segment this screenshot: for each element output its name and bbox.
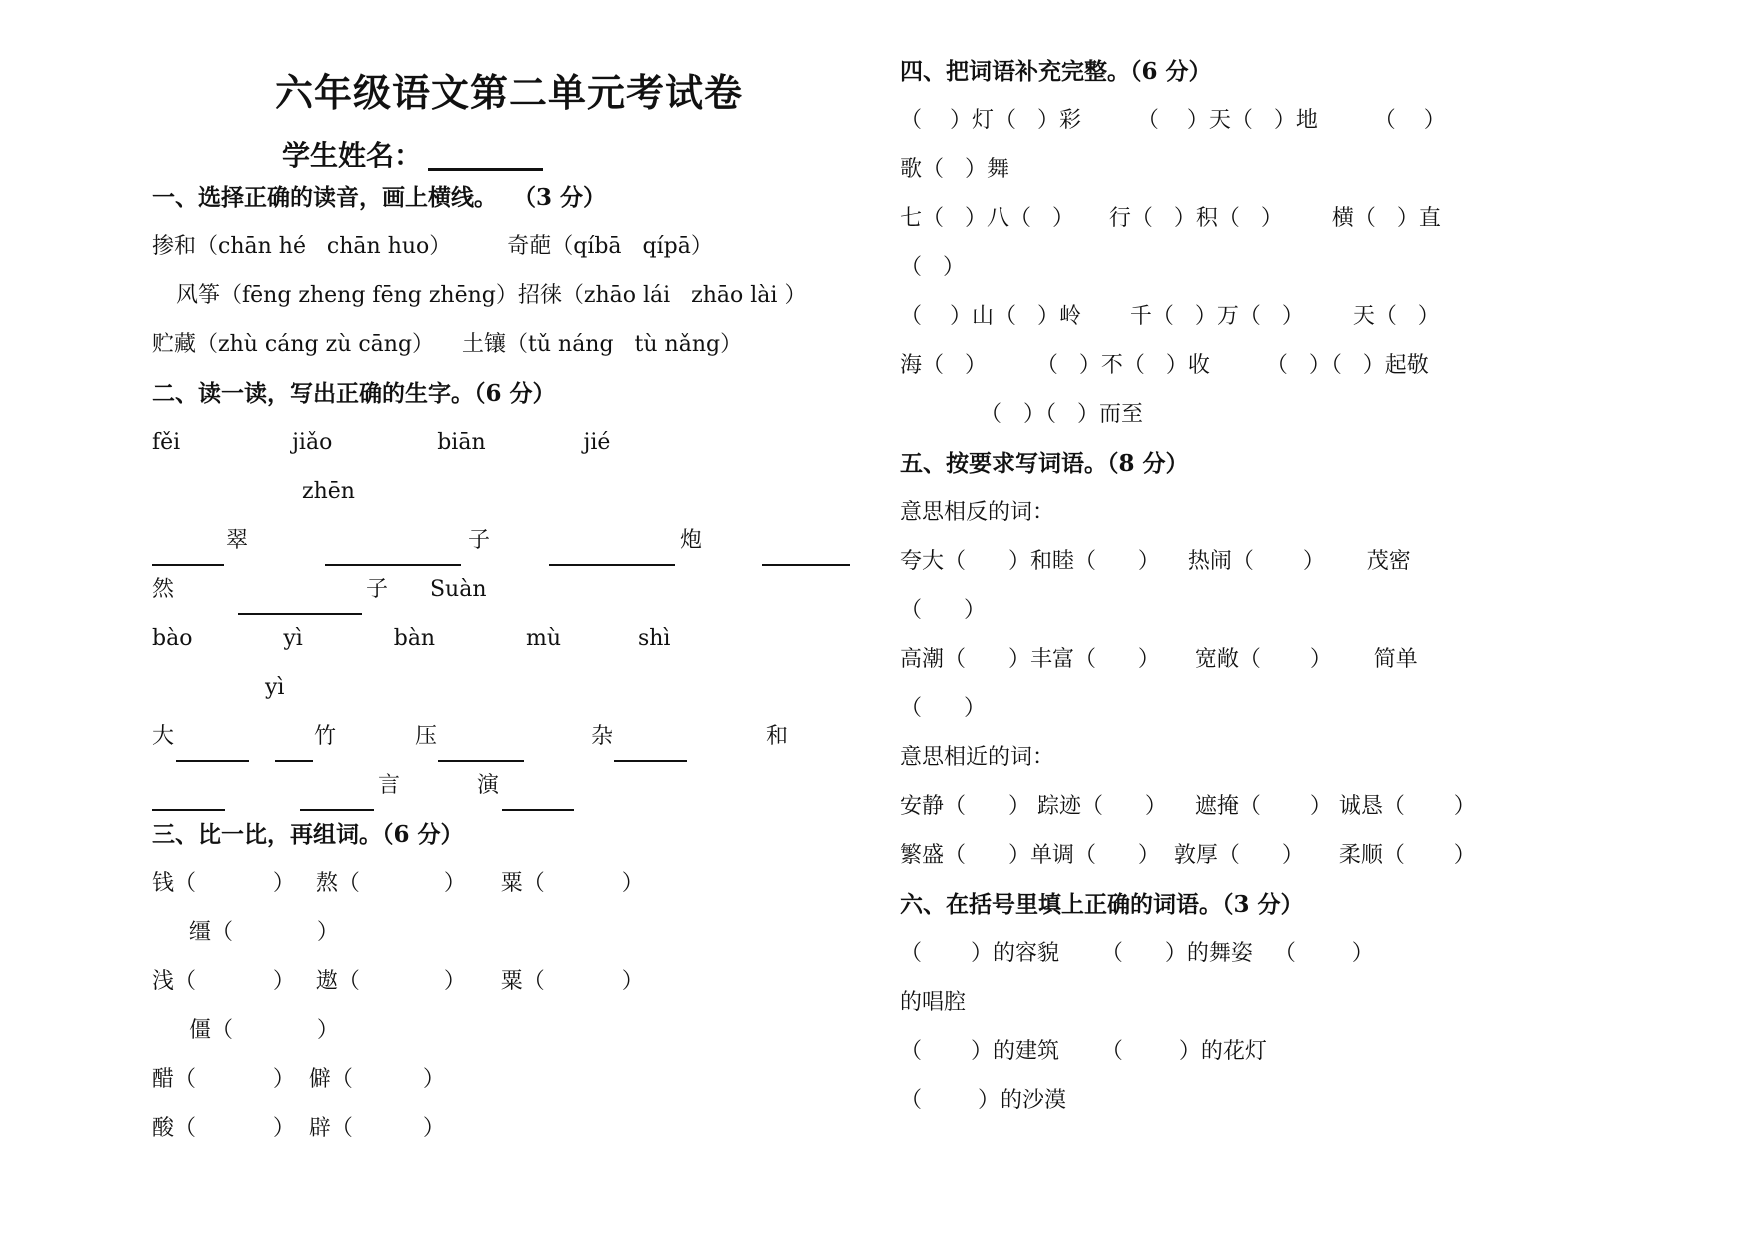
- answer-blank[interactable]: [275, 760, 313, 762]
- page-title: 六年级语文第二单元考试卷: [275, 70, 744, 115]
- question-line: （ ）: [900, 255, 965, 280]
- section-heading: 六、在括号里填上正确的词语。（3 分）: [900, 891, 1304, 918]
- answer-blank[interactable]: [152, 809, 225, 811]
- question-line: 缰（ ）: [189, 920, 339, 945]
- section-heading: 四、把词语补充完整。（6 分）: [900, 58, 1212, 85]
- answer-blank[interactable]: [614, 760, 687, 762]
- question-line: （ ）的容貌 （ ）的舞姿 （ ）: [900, 941, 1374, 966]
- question-line: 的唱腔: [900, 990, 967, 1015]
- answer-blank[interactable]: [325, 564, 461, 566]
- student-name-blank[interactable]: [428, 140, 543, 171]
- question-line: 炮: [680, 528, 703, 553]
- question-line: 钱（ ） 熬（ ） 粟（ ）: [152, 871, 644, 896]
- answer-blank[interactable]: [238, 613, 362, 615]
- question-line: 压: [415, 724, 438, 749]
- question-line: fěi jiǎo biān jié: [152, 430, 611, 455]
- question-line: 贮藏（zhù cáng zù cāng） 土镶（tǔ náng tù nǎng）: [152, 332, 743, 357]
- question-line: （ ）: [900, 696, 986, 721]
- question-line: 子 Suàn: [366, 577, 487, 602]
- question-line: （ ）（ ）而至: [980, 402, 1143, 427]
- question-line: 七（ ）八（ ） 行（ ）积（ ） 横（ ）直: [900, 206, 1441, 231]
- question-line: 浅（ ） 遨（ ） 粟（ ）: [152, 969, 644, 994]
- answer-blank[interactable]: [502, 809, 574, 811]
- question-line: 繁盛（ ）单调（ ） 敦厚（ ） 柔顺（ ）: [900, 843, 1476, 868]
- section-heading: 三、比一比，再组词。（6 分）: [152, 821, 464, 848]
- question-line: 高潮（ ）丰富（ ） 宽敞（ ） 简单: [900, 647, 1418, 672]
- question-line: yì: [265, 675, 285, 700]
- answer-blank[interactable]: [300, 809, 374, 811]
- question-line: 然: [152, 577, 175, 602]
- answer-blank[interactable]: [549, 564, 675, 566]
- section-heading: 五、按要求写词语。（8 分）: [900, 450, 1189, 477]
- question-line: 演: [477, 773, 500, 798]
- question-line: 醋（ ） 僻（ ）: [152, 1067, 445, 1092]
- question-line: 歌（ ）舞: [900, 157, 1009, 182]
- question-line: 意思相近的词：: [900, 745, 1055, 770]
- question-line: （ ）灯（ ）彩 （ ）天（ ）地 （ ）: [900, 108, 1446, 133]
- student-name-line: [282, 134, 543, 174]
- question-line: （ ）的建筑 （ ）的花灯: [900, 1039, 1267, 1064]
- question-line: 掺和（chān hé chān huo） 奇葩（qíbā qípā）: [152, 234, 713, 259]
- question-line: 酸（ ） 辟（ ）: [152, 1116, 445, 1141]
- question-line: 杂: [591, 724, 614, 749]
- answer-blank[interactable]: [438, 760, 524, 762]
- question-line: 意思相反的词：: [900, 500, 1055, 525]
- question-line: zhēn: [302, 479, 355, 504]
- question-line: 和: [766, 724, 789, 749]
- question-line: 夸大（ ）和睦（ ） 热闹（ ） 茂密: [900, 549, 1411, 574]
- question-line: 海（ ） （ ）不（ ）收 （ ）（ ）起敬: [900, 353, 1429, 378]
- answer-blank[interactable]: [176, 760, 249, 762]
- section-heading: 一、选择正确的读音，画上横线。 （3 分）: [152, 184, 607, 211]
- question-line: 竹: [314, 724, 337, 749]
- student-name-label: 学生姓名：: [282, 139, 423, 172]
- question-line: 言: [378, 773, 401, 798]
- question-line: （ ）山（ ）岭 千（ ）万（ ） 天（ ）: [900, 304, 1440, 329]
- question-line: 子: [468, 528, 491, 553]
- question-line: 僵（ ）: [189, 1018, 339, 1043]
- question-line: （ ）的沙漠: [900, 1088, 1066, 1113]
- question-line: 翠: [226, 528, 249, 553]
- question-line: 安静（ ） 踪迹（ ） 遮掩（ ） 诚恳（ ）: [900, 794, 1476, 819]
- answer-blank[interactable]: [762, 564, 850, 566]
- question-line: bào yì bàn mù shì: [152, 626, 671, 651]
- question-line: 大: [152, 724, 175, 749]
- question-line: （ ）: [900, 598, 986, 623]
- answer-blank[interactable]: [152, 564, 224, 566]
- question-line: 风筝（fēng zheng fēng zhēng）招徕（zhāo lái zhāo lài ）: [176, 283, 807, 308]
- section-heading: 二、读一读，写出正确的生字。（6 分）: [152, 380, 556, 407]
